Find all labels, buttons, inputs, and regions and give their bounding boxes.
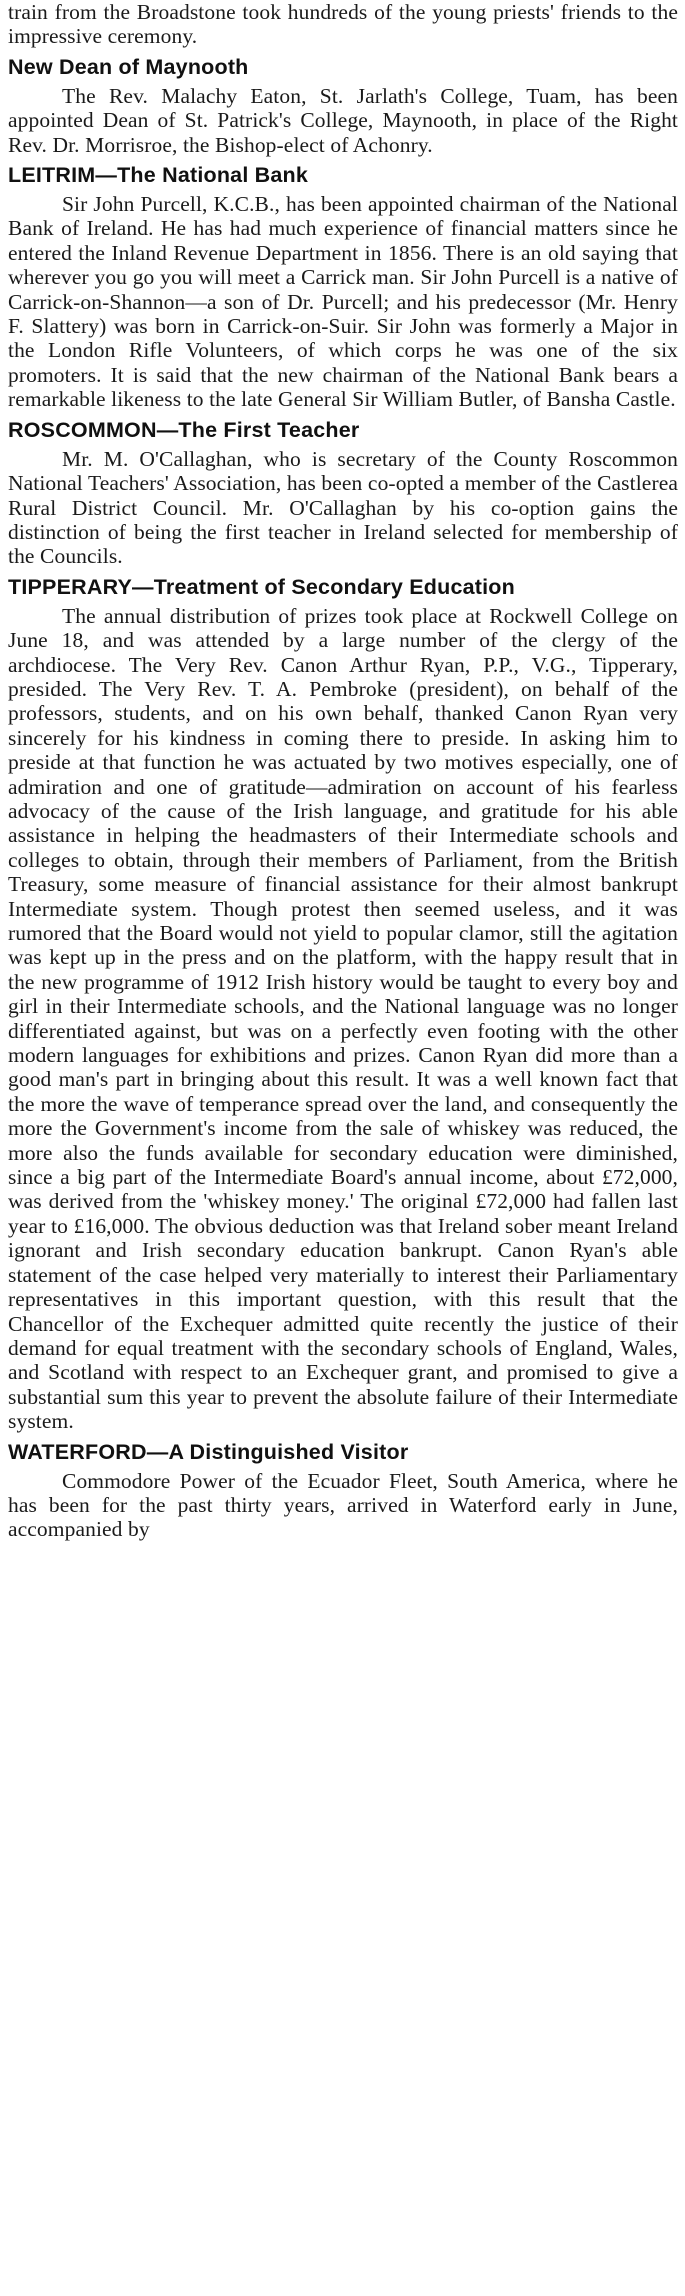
- section-heading: TIPPERARY—Treatment of Secondary Education: [8, 574, 515, 599]
- section-heading: New Dean of Maynooth: [8, 54, 249, 79]
- section-tipperary: [8, 574, 678, 1434]
- section-heading: ROSCOMMON—The First Teacher: [8, 417, 360, 442]
- section-heading: LEITRIM—The National Bank: [8, 163, 309, 188]
- section-maynooth: [8, 54, 678, 157]
- section-body: The Rev. Malachy Eaton, St. Jarlath's College, Tuam, has been appointed Dean of St. Patrick's College, Maynooth, in place of the Right Rev. Dr. Morrisroe, the Bishop-elect of Achonry.: [8, 83, 678, 157]
- intro-paragraph: train from the Broadstone took hundreds of the young priests' friends to the impressive ceremony.: [8, 0, 678, 49]
- section-waterford: [8, 1439, 678, 1542]
- section-body: Mr. M. O'Callaghan, who is secretary of the County Roscommon National Teachers' Association, has been co-opted a member of the Castlerea Rural District Council. Mr. O'Callaghan by his co-option gains the distinction of being the first teacher in Ireland selected for membership of the Councils.: [8, 446, 678, 569]
- section-heading: WATERFORD—A Distinguished Visitor: [8, 1439, 409, 1464]
- section-roscommon: [8, 417, 678, 569]
- section-leitrim: [8, 162, 678, 412]
- section-body: Commodore Power of the Ecuador Fleet, South America, where he has been for the past thirty years, arrived in Waterford early in June, accompanied by: [8, 1468, 678, 1542]
- section-body: Sir John Purcell, K.C.B., has been appointed chairman of the National Bank of Ireland. He has had much experience of financial matters since he entered the Inland Revenue Department in 1856. There is an old saying that wherever you go you will meet a Carrick man. Sir John Purcell is a native of Carrick-on-Shannon—a son of Dr. Purcell; and his predecessor (Mr. Henry F. Slattery) was born in Carrick-on-Suir. Sir John was formerly a Major in the London Rifle Volunteers, of which corps he was one of the six promoters. It is said that the new chairman of the National Bank bears a remarkable likeness to the late General Sir William Butler, of Bansha Castle.: [8, 192, 678, 412]
- section-body: The annual distribution of prizes took place at Rockwell College on June 18, and was attended by a large number of the clergy of the archdiocese. The Very Rev. Canon Arthur Ryan, P.P., V.G., Tipperary, presided. The Very Rev. T. A. Pembroke (president), on behalf of the professors, students, and on his own behalf, thanked Canon Ryan very sincerely for his kindness in coming there to preside. In asking him to preside at that function he was actuated by two motives especially, one of admiration and one of gratitude—admiration on account of his fearless advocacy of the cause of the Irish language, and gratitude for his able assistance in helping the headmasters of their Intermediate schools and colleges to obtain, through their members of Parliament, from the British Treasury, some measure of financial assistance for their almost bankrupt Intermediate system. Though protest then seemed useless, and it was rumored that the Board would not yield to popular clamor, still the agitation was kept up in the press and on the platform, with the happy result that in the new programme of 1912 Irish history would be taught to every boy and girl in their Intermediate schools, and the National language was no longer differentiated against, but was on a perfectly even footing with the other modern languages for exhibitions and prizes. Canon Ryan did more than a good man's part in bringing about this result. It was a well known fact that the more the wave of temperance spread over the land, and consequently the more the Government's income from the sale of whiskey was reduced, the more also the funds available for secondary education were diminished, since a big part of the Intermediate Board's annual income, about £72,000, was derived from the 'whiskey money.' The original £72,000 had fallen last year to £16,000. The obvious deduction was that Ireland sober meant Ireland ignorant and Irish secondary education bankrupt. Canon Ryan's able statement of the case helped very materially to interest their Parliamentary representatives in this important question, with this result that the Chancellor of the Exchequer admitted quite recently the justice of their demand for equal treatment with the secondary schools of England, Wales, and Scotland with respect to an Exchequer grant, and promised to give a substantial sum this year to prevent the absolute failure of their Intermediate system.: [8, 603, 678, 1434]
